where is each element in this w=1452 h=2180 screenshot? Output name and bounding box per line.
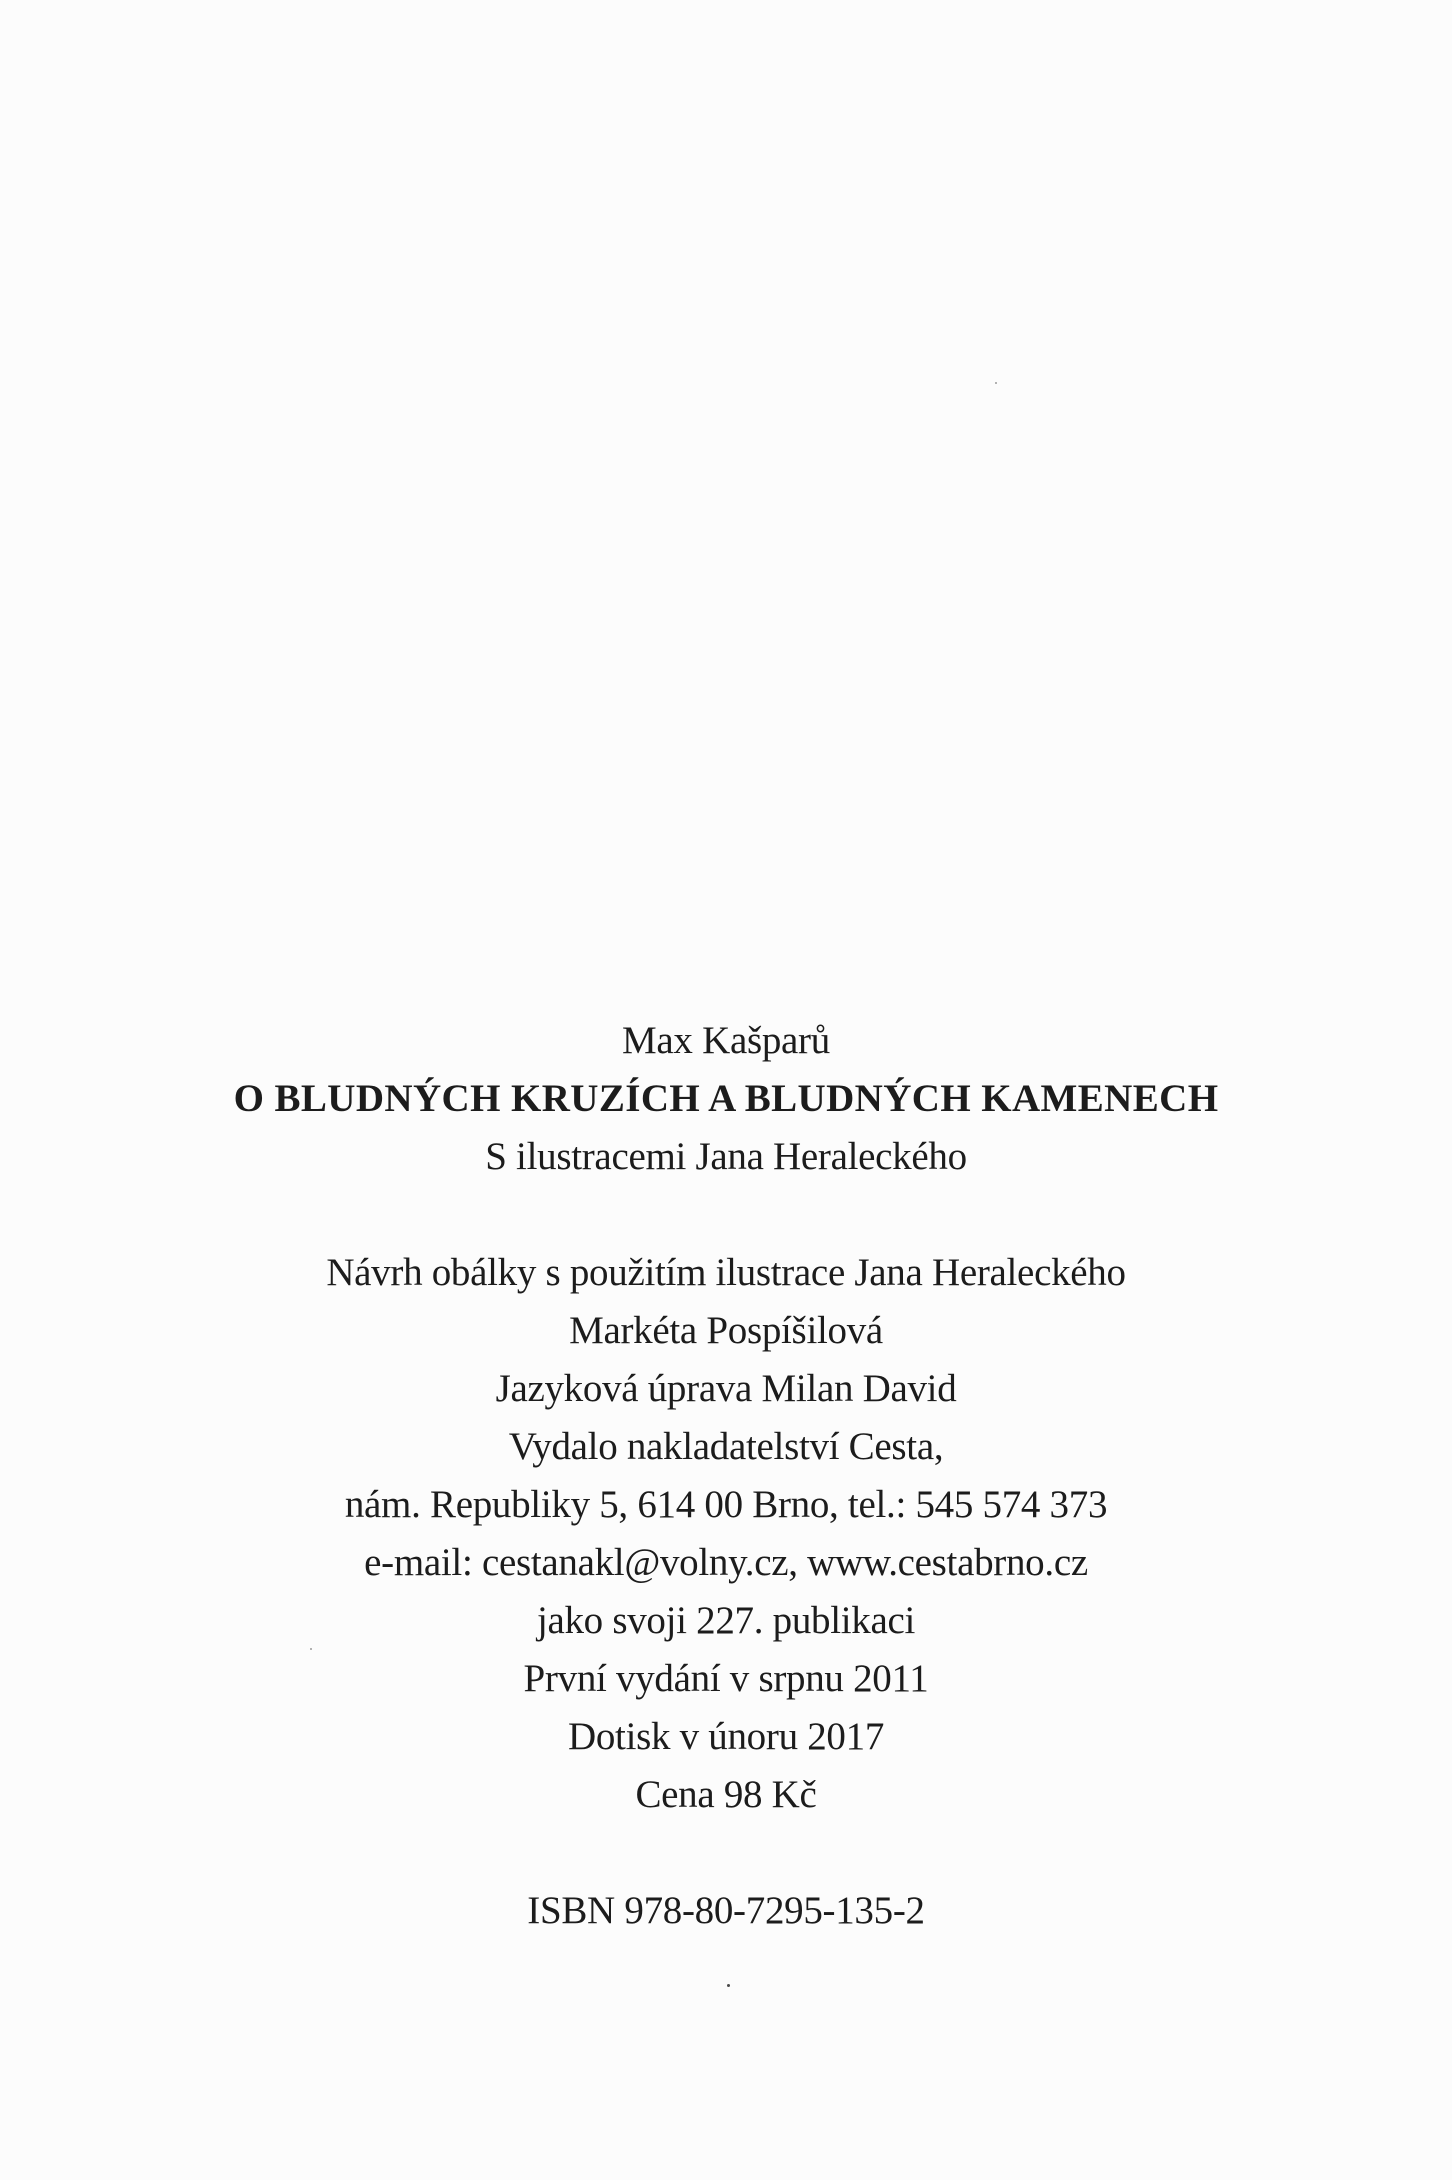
author-name: Max Kašparů (622, 1019, 830, 1062)
cover-designer-name: Markéta Pospíšilová (569, 1309, 883, 1352)
language-editing-credit: Jazyková úprava Milan David (495, 1367, 957, 1410)
cover-design-credit: Návrh obálky s použitím ilustrace Jana Heraleckého (326, 1251, 1126, 1294)
isbn: ISBN 978-80-7295-135-2 (527, 1889, 925, 1932)
first-edition: První vydání v srpnu 2011 (523, 1657, 929, 1700)
imprint-block (0, 1012, 1452, 1940)
publication-number: jako svoji 227. publikaci (536, 1599, 916, 1642)
paper-speck (995, 382, 997, 384)
credits-list (0, 1244, 1452, 1824)
illustrations-note: S ilustracemi Jana Heraleckého (485, 1135, 967, 1178)
book-title: O BLUDNÝCH KRUZÍCH A BLUDNÝCH KAMENECH (233, 1077, 1219, 1120)
paper-speck (310, 1648, 312, 1650)
price: Cena 98 Kč (635, 1773, 817, 1816)
publisher-contact: e-mail: cestanakl@volny.cz, www.cestabrno.cz (364, 1541, 1088, 1584)
paper-speck (727, 1984, 730, 1987)
publisher-address: nám. Republiky 5, 614 00 Brno, tel.: 545 574 373 (344, 1483, 1108, 1526)
reprint-date: Dotisk v únoru 2017 (567, 1715, 885, 1758)
publisher-line: Vydalo nakladatelství Cesta, (508, 1425, 944, 1468)
